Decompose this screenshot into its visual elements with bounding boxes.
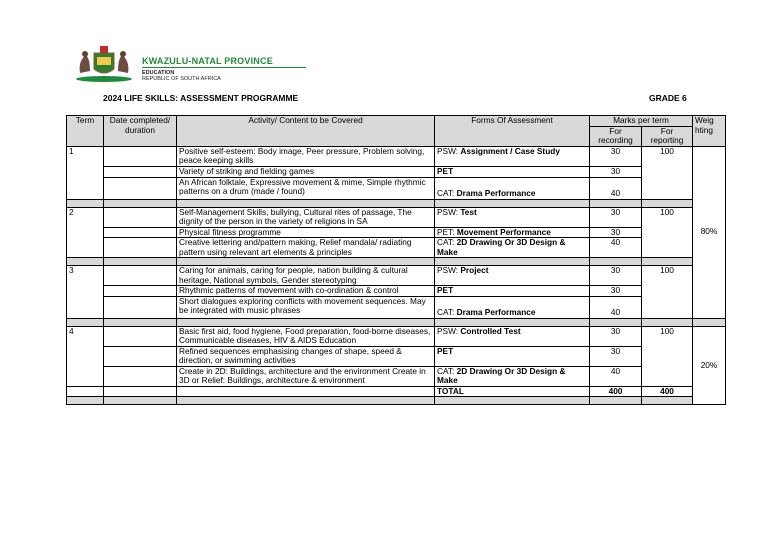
reporting-cell: 100 — [642, 326, 693, 386]
date-cell — [104, 166, 177, 177]
table-row — [67, 227, 726, 238]
table-row — [67, 166, 726, 177]
table-row — [67, 177, 726, 199]
activity-cell: Create in 2D: Buildings, architecture and the environment Create in 3D or Relief: Buildings, architecture & environment — [177, 366, 435, 386]
total-recording: 400 — [590, 386, 642, 397]
col-header-reporting: For reporting — [642, 126, 693, 146]
weighting-cell: 20% — [693, 326, 726, 405]
recording-cell: 30 — [590, 346, 642, 366]
form-cell: PSW: Test — [435, 207, 590, 227]
activity-cell: Variety of striking and fielding games — [177, 166, 435, 177]
col-header-forms: Forms Of Assessment — [435, 116, 590, 147]
total-reporting: 400 — [642, 386, 693, 397]
table-row — [67, 346, 726, 366]
col-header-term: Term — [67, 116, 104, 147]
republic-name: REPUBLIC OF SOUTH AFRICA — [142, 76, 221, 82]
separator-row — [67, 258, 726, 266]
activity-cell: Physical fitness programme — [177, 227, 435, 238]
total-blank-cell — [67, 386, 104, 397]
grade-label: GRADE 6 — [649, 93, 687, 103]
assessment-table — [66, 115, 726, 405]
date-cell — [104, 286, 177, 297]
form-cell: PET: Movement Performance — [435, 227, 590, 238]
date-cell — [104, 296, 177, 318]
coat-of-arms-logo — [72, 43, 136, 83]
recording-cell: 30 — [590, 146, 642, 166]
term-number: 2 — [67, 207, 104, 258]
province-name: KWAZULU-NATAL PROVINCE — [142, 56, 273, 66]
brand-divider — [142, 67, 306, 68]
recording-cell: 30 — [590, 166, 642, 177]
recording-cell: 40 — [590, 238, 642, 258]
total-blank-cell — [104, 386, 177, 397]
form-cell: CAT: 2D Drawing Or 3D Design & Make — [435, 238, 590, 258]
date-cell — [104, 227, 177, 238]
total-row — [67, 386, 726, 397]
separator-row — [67, 318, 726, 326]
activity-cell: Refined sequences emphasising changes of shape, speed & direction, or swimming activities — [177, 346, 435, 366]
term-number: 3 — [67, 266, 104, 319]
department-name: EDUCATION — [142, 70, 175, 76]
col-header-recording: For recording — [590, 126, 642, 146]
table-row — [67, 266, 726, 286]
recording-cell: 30 — [590, 286, 642, 297]
date-cell — [104, 146, 177, 166]
activity-cell: Short dialogues exploring conflicts with movement sequences. May be integrated with music phrases — [177, 296, 435, 318]
form-cell: PSW: Controlled Test — [435, 326, 590, 346]
separator-row — [67, 199, 726, 207]
form-cell: PET — [435, 346, 590, 366]
date-cell — [104, 207, 177, 227]
date-cell — [104, 177, 177, 199]
col-header-marks: Marks per term — [590, 116, 693, 127]
form-cell: PSW: Assignment / Case Study — [435, 146, 590, 166]
activity-cell: Positive self-esteem: Body image, Peer pressure, Problem solving, peace keeping skills — [177, 146, 435, 166]
col-header-weighting: Weig hting — [693, 116, 726, 147]
activity-cell: Rhythmic patterns of movement with co-ordination & control — [177, 286, 435, 297]
recording-cell: 40 — [590, 177, 642, 199]
recording-cell: 40 — [590, 366, 642, 386]
activity-cell: An African folktale, Expressive movement & mime, Simple rhythmic patterns on a drum (made / found) — [177, 177, 435, 199]
weighting-cell: 80% — [693, 146, 726, 318]
activity-cell: Creative lettering and/pattern making, Relief mandala/ radiating pattern using relevant art elements & principles — [177, 238, 435, 258]
activity-cell: Caring for animals, caring for people, nation building & cultural heritage, National symbols, Gender stereotyping — [177, 266, 435, 286]
recording-cell: 30 — [590, 266, 642, 286]
table-row — [67, 238, 726, 258]
form-cell: PSW: Project — [435, 266, 590, 286]
table-row — [67, 296, 726, 318]
reporting-cell: 100 — [642, 207, 693, 258]
document-title: 2024 LIFE SKILLS: ASSESSMENT PROGRAMME — [103, 93, 299, 103]
recording-cell: 30 — [590, 207, 642, 227]
form-cell: CAT: 2D Drawing Or 3D Design & Make — [435, 366, 590, 386]
table-row — [67, 146, 726, 166]
col-header-date: Date completed/ duration — [104, 116, 177, 147]
date-cell — [104, 266, 177, 286]
date-cell — [104, 326, 177, 346]
recording-cell: 30 — [590, 227, 642, 238]
recording-cell: 30 — [590, 326, 642, 346]
total-blank-cell — [177, 386, 435, 397]
activity-cell: Basic first aid, food hygiene, Food preparation, food-borne diseases, Communicable diseases, HIV & AIDS Education — [177, 326, 435, 346]
table-row — [67, 286, 726, 297]
date-cell — [104, 346, 177, 366]
table-row — [67, 207, 726, 227]
term-number: 4 — [67, 326, 104, 386]
recording-cell: 40 — [590, 296, 642, 318]
separator-row — [67, 397, 726, 405]
form-cell: PET — [435, 286, 590, 297]
col-header-activity: Activity/ Content to be Covered — [177, 116, 435, 147]
date-cell — [104, 366, 177, 386]
table-row — [67, 366, 726, 386]
reporting-cell: 100 — [642, 266, 693, 319]
date-cell — [104, 238, 177, 258]
form-cell: CAT: Drama Performance — [435, 296, 590, 318]
form-cell: PET — [435, 166, 590, 177]
form-cell: CAT: Drama Performance — [435, 177, 590, 199]
total-label: TOTAL — [435, 386, 590, 397]
brand-block — [142, 56, 306, 82]
activity-cell: Self-Management Skills, bullying, Cultural rites of passage, The dignity of the person in the variety of religions in SA — [177, 207, 435, 227]
term-number: 1 — [67, 146, 104, 199]
table-row — [67, 326, 726, 346]
reporting-cell: 100 — [642, 146, 693, 199]
